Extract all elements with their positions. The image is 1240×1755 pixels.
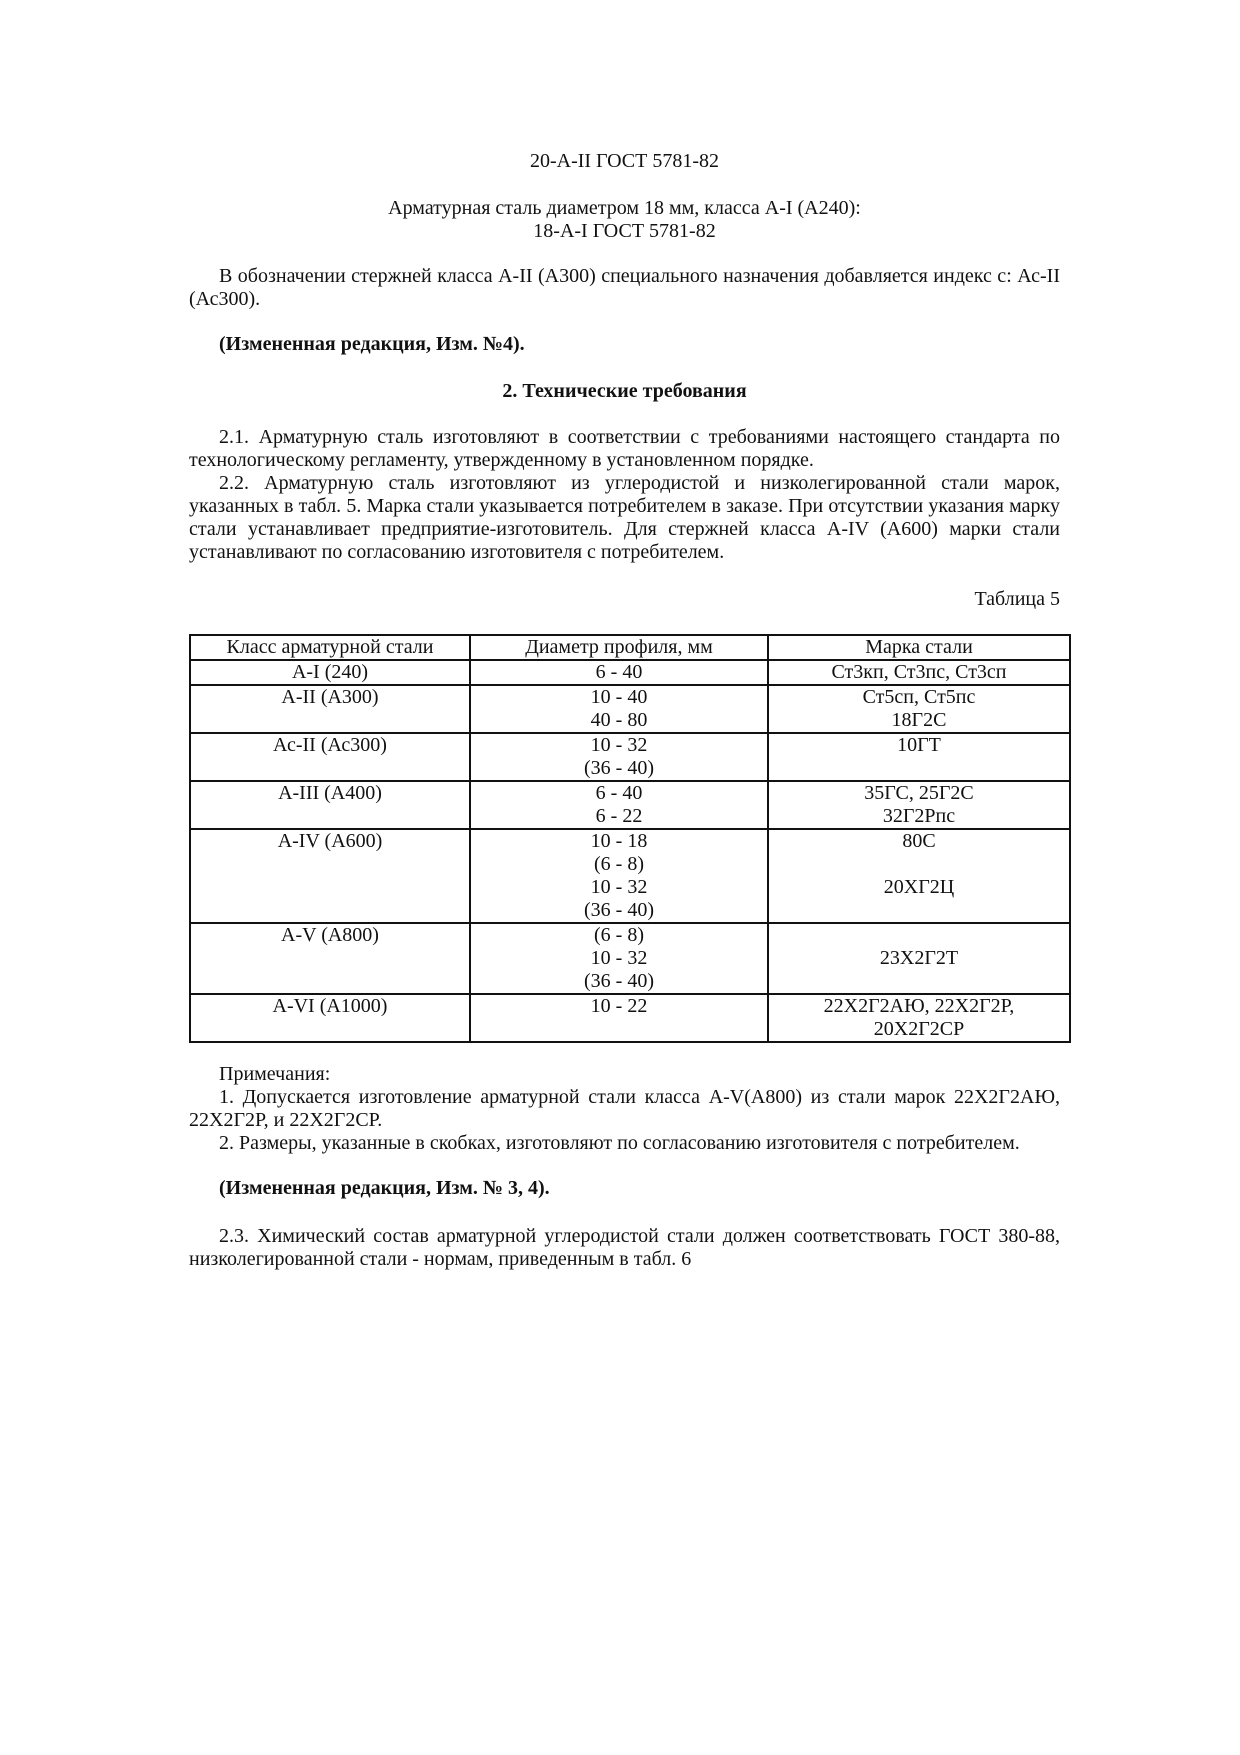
requirements-paragraphs [189, 426, 1060, 564]
grade-value [773, 899, 1065, 922]
diameter-value: (36 - 40) [584, 899, 654, 921]
diameter-value: 10 - 18 [590, 830, 648, 852]
class-cell: А-V (А800) [190, 923, 470, 994]
table-row [190, 660, 1070, 685]
table-row [190, 923, 1070, 994]
section-heading: 2. Технические требования [502, 380, 747, 402]
grade-value: 80С [902, 830, 936, 852]
grade-value: 18Г2С [891, 709, 947, 731]
note-1: 1. Допускается изготовление арматурной стали класса А-V(А800) из стали марок 22Х2Г2АЮ, 22Х2Г2Р, и 22Х2Г2СР. [189, 1086, 1060, 1131]
diameter-value: 10 - 22 [590, 995, 648, 1017]
grade-cell [768, 733, 1070, 781]
grade-cell [768, 781, 1070, 829]
diameter-value: 6 - 40 [595, 782, 643, 804]
diameter-cell [470, 994, 768, 1042]
grade-value [773, 970, 1065, 993]
grade-value: 20ХГ2Ц [883, 876, 955, 898]
note-2: 2. Размеры, указанные в скобках, изготовляют по согласованию изготовителя с потребителем. [219, 1132, 1020, 1154]
diameter-value: (6 - 8) [594, 853, 644, 875]
designation-example-code: 20-А-II ГОСТ 5781-82 [529, 150, 720, 172]
diameter-cell [470, 685, 768, 733]
header-diameter: Диаметр профиля, мм [470, 635, 768, 660]
designation-example-code-2: 18-А-I ГОСТ 5781-82 [533, 220, 716, 242]
grade-cell [768, 994, 1070, 1042]
grade-value: 32Г2Рпс [882, 805, 956, 827]
diameter-cell [470, 829, 768, 923]
grade-value: 20Х2Г2СР [873, 1018, 965, 1040]
paragraph-2-2: 2.2. Арматурную сталь изготовляют из углеродистой и низколегированной стали марок, указанных в табл. 5. Марка стали указывается потребителем в заказе. При отсутствии указания марку стали устанавливает предприятие-изготовитель. Для стержней класса А-IV (А600) марки стали устанавливают по согласованию изготовителя с потребителем. [189, 472, 1060, 563]
class-cell: А-VI (А1000) [190, 994, 470, 1042]
diameter-value: (36 - 40) [584, 970, 654, 992]
grade-value [773, 924, 1065, 947]
diameter-cell [470, 781, 768, 829]
class-cell: А-IV (А600) [190, 829, 470, 923]
table-row [190, 994, 1070, 1042]
class-cell: Ас-II (Ас300) [190, 733, 470, 781]
diameter-value [475, 1018, 763, 1041]
paragraph-2-1: 2.1. Арматурную сталь изготовляют в соответствии с требованиями настоящего стандарта по технологическому регламенту, утвержденному в установленном порядке. [189, 426, 1060, 471]
table-header-row [190, 635, 1070, 660]
class-cell: А-III (А400) [190, 781, 470, 829]
header-grade: Марка стали [768, 635, 1070, 660]
grade-value: 10ГТ [897, 734, 941, 756]
diameter-value: (36 - 40) [584, 757, 654, 779]
class-cell: А-II (А300) [190, 685, 470, 733]
grade-cell [768, 923, 1070, 994]
grade-value: 22Х2Г2АЮ, 22Х2Г2Р, [823, 995, 1015, 1017]
grade-value: 35ГС, 25Г2С [864, 782, 974, 804]
diameter-value: 6 - 22 [595, 805, 643, 827]
table-row [190, 685, 1070, 733]
grade-cell [768, 829, 1070, 923]
diameter-value: (6 - 8) [594, 924, 644, 946]
grade-cell [768, 660, 1070, 685]
diameter-value: 10 - 32 [590, 947, 648, 969]
diameter-value: 10 - 40 [590, 686, 648, 708]
table-row [190, 733, 1070, 781]
edit-note-1: (Измененная редакция, Изм. №4). [219, 333, 525, 355]
diameter-cell [470, 733, 768, 781]
grade-value [773, 853, 1065, 876]
diameter-value: 6 - 40 [595, 661, 643, 683]
paragraph-2-3: 2.3. Химический состав арматурной углеродистой стали должен соответствовать ГОСТ 380-88, низколегированной стали - нормам, приведенным в табл. 6 [189, 1225, 1060, 1270]
diameter-value: 40 - 80 [590, 709, 648, 731]
designation-example-text: Арматурная сталь диаметром 18 мм, класса А-I (А240): [388, 197, 861, 219]
table-row [190, 829, 1070, 923]
header-class: Класс арматурной стали [190, 635, 470, 660]
notes-block [189, 1063, 1060, 1155]
grade-value [773, 757, 1065, 780]
notes-title: Примечания: [219, 1063, 331, 1085]
grade-cell [768, 685, 1070, 733]
diameter-cell [470, 660, 768, 685]
special-purpose-paragraph: В обозначении стержней класса А-II (А300) специального назначения добавляется индекс с: Ас-II (Ас300). [189, 265, 1060, 310]
grade-value: Ст5сп, Ст5пс [862, 686, 976, 708]
steel-grades-table [189, 634, 1071, 1043]
grade-value: 23Х2Г2Т [879, 947, 959, 969]
table-row [190, 781, 1070, 829]
table-label: Таблица 5 [974, 588, 1060, 610]
class-cell: А-I (240) [190, 660, 470, 685]
diameter-value: 10 - 32 [590, 734, 648, 756]
grade-value: Ст3кп, Ст3пс, Ст3сп [831, 661, 1007, 683]
diameter-value: 10 - 32 [590, 876, 648, 898]
diameter-cell [470, 923, 768, 994]
edit-note-2: (Измененная редакция, Изм. № 3, 4). [219, 1177, 550, 1199]
designation-example-block [189, 197, 1060, 243]
